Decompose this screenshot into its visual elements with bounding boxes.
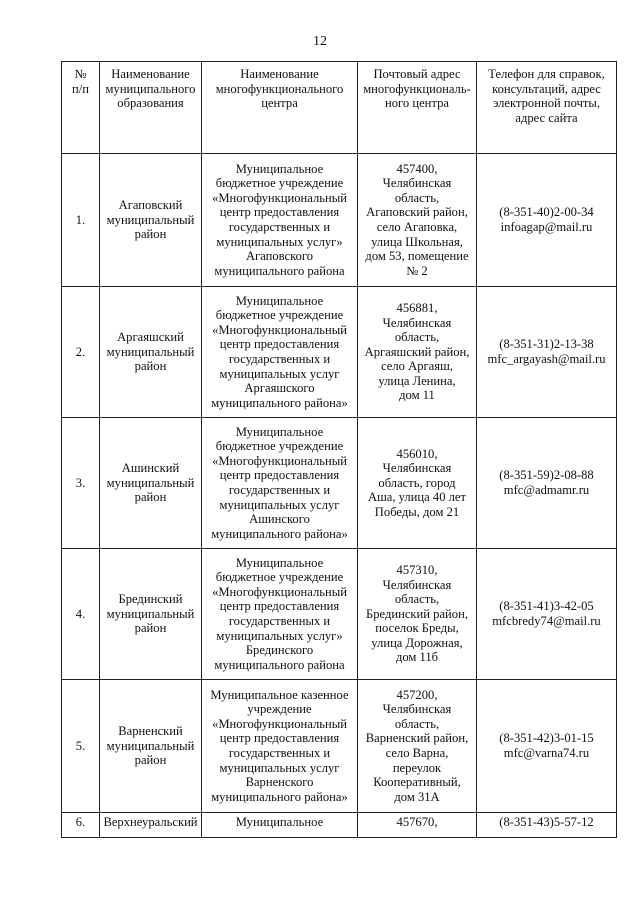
row-num: 3. xyxy=(62,418,100,549)
header-center: Наименование многофункционального центра xyxy=(202,62,358,154)
row-address: 457200, Челябинская область, Варненский район, село Варна, переулок Кооперативный, дом 31А xyxy=(358,680,477,813)
row-address: 457400, Челябинская область, Агаповский район, село Агаповка, улица Школьная, дом 53, помещение № 2 xyxy=(358,154,477,287)
header-num: № п/п xyxy=(62,62,100,154)
row-municipality: Аргаяшский муниципальный район xyxy=(100,287,202,418)
row-contacts: (8-351-59)2-08-88 mfc@admamr.ru xyxy=(477,418,617,549)
row-contacts: (8-351-41)3-42-05 mfcbredy74@mail.ru xyxy=(477,549,617,680)
row-center: Муниципальное бюджетное учреждение «Многофункциональный центр предоставления государственных и муниципальных услуг Аргаяшского муниципального района» xyxy=(202,287,358,418)
table-row xyxy=(62,154,617,287)
row-num: 5. xyxy=(62,680,100,813)
row-contacts: (8-351-40)2-00-34 infoagap@mail.ru xyxy=(477,154,617,287)
table-row xyxy=(62,418,617,549)
row-municipality: Варненский муниципальный район xyxy=(100,680,202,813)
row-address: 457670, xyxy=(358,813,477,838)
row-address: 456010, Челябинская область, город Аша, улица 40 лет Победы, дом 21 xyxy=(358,418,477,549)
table-row xyxy=(62,680,617,813)
header-contacts: Телефон для справок, консультаций, адрес электронной почты, адрес сайта xyxy=(477,62,617,154)
row-address: 457310, Челябинская область, Брединский район, поселок Бреды, улица Дорожная, дом 11б xyxy=(358,549,477,680)
row-num: 2. xyxy=(62,287,100,418)
row-center: Муниципальное бюджетное учреждение «Многофункциональный центр предоставления государственных и муниципальных услуг Ашинского муниципального района» xyxy=(202,418,358,549)
row-municipality: Ашинский муниципальный район xyxy=(100,418,202,549)
table-row xyxy=(62,549,617,680)
row-address: 456881, Челябинская область, Аргаяшский район, село Аргаяш, улица Ленина, дом 11 xyxy=(358,287,477,418)
mfc-table xyxy=(61,61,617,838)
row-municipality: Агаповский муниципальный район xyxy=(100,154,202,287)
row-center: Муниципальное бюджетное учреждение «Многофункциональный центр предоставления государственных и муниципальных услуг» Агаповского муниципального района xyxy=(202,154,358,287)
row-center: Муниципальное xyxy=(202,813,358,838)
header-address: Почтовый адрес многофункциональ- ного центра xyxy=(358,62,477,154)
table-row xyxy=(62,813,617,838)
table-row xyxy=(62,287,617,418)
row-contacts: (8-351-42)3-01-15 mfc@varna74.ru xyxy=(477,680,617,813)
row-municipality: Брединский муниципальный район xyxy=(100,549,202,680)
row-municipality: Верхнеуральский xyxy=(100,813,202,838)
row-center: Муниципальное бюджетное учреждение «Многофункциональный центр предоставления государственных и муниципальных услуг» Брединского муниципального района xyxy=(202,549,358,680)
row-contacts: (8-351-31)2-13-38 mfc_argayash@mail.ru xyxy=(477,287,617,418)
header-municipality: Наименование муниципального образования xyxy=(100,62,202,154)
row-num: 1. xyxy=(62,154,100,287)
row-contacts: (8-351-43)5-57-12 xyxy=(477,813,617,838)
table-header-row xyxy=(62,62,617,154)
row-num: 6. xyxy=(62,813,100,838)
page-number: 12 xyxy=(313,34,327,49)
row-center: Муниципальное казенное учреждение «Многофункциональный центр предоставления государственных и муниципальных услуг Варненского муниципального района» xyxy=(202,680,358,813)
row-num: 4. xyxy=(62,549,100,680)
